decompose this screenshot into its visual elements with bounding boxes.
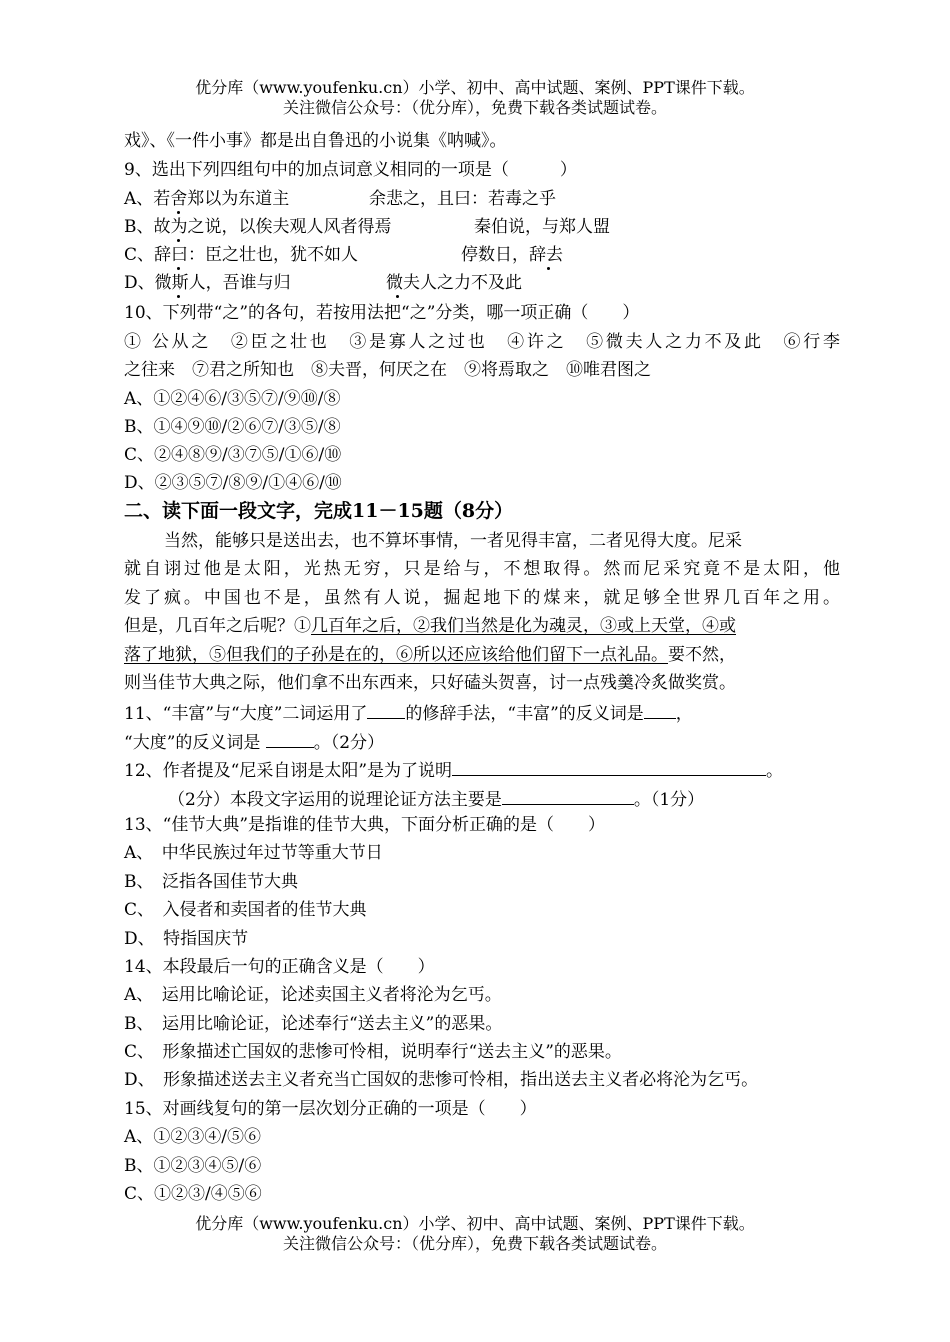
q11-line-1 xyxy=(124,700,840,725)
passage-underlined-end: 落了地狱，⑤但我们的子孙是在的，⑥所以还应该给他们留下一点礼品。 xyxy=(124,645,668,665)
q12-text-a: 12、作者提及“尼采自诩是太阳”是为了说明 xyxy=(124,761,453,781)
q13-option-d: D、 特指国庆节 xyxy=(124,929,249,949)
passage-line-5 xyxy=(124,644,840,666)
q12-line-1 xyxy=(124,757,840,782)
q15-option-b: B、①②③④⑤/⑥ xyxy=(124,1156,262,1176)
passage-line-4 xyxy=(124,615,840,637)
q10-items-line-2: 之往来 ⑦君之所知也 ⑧夫晋，何厌之在 ⑨将焉取之 ⑩唯君图之 xyxy=(124,360,651,380)
passage-line-5-plain: 要不然， xyxy=(668,645,736,665)
q11-line-2 xyxy=(124,729,834,754)
q12-blank-2[interactable] xyxy=(502,786,634,805)
emphasis-dot xyxy=(177,211,180,214)
q11-text-a: 11、“丰富”与“大度”二词运用了 xyxy=(124,704,368,724)
q9-option-b xyxy=(124,216,834,238)
q9-option-c xyxy=(124,244,834,266)
emphasis-dot xyxy=(396,295,399,298)
q14-stem: 14、本段最后一句的正确含义是（ ） xyxy=(124,957,435,977)
q10-option-c: C、②④⑧⑨/③⑦⑤/①⑥/⑩ xyxy=(124,445,342,465)
q12-text-c: （2分）本段文字运用的说理论证方法主要是 xyxy=(168,790,502,810)
q12-text-b: 。 xyxy=(766,761,784,781)
q9-option-d xyxy=(124,272,834,294)
q10-stem: 10、下列带“之”的各句，若按用法把“之”分类，哪一项正确（ ） xyxy=(124,303,640,323)
q9-a-part2: 余悲之，且曰：若毒之乎 xyxy=(369,189,556,209)
passage-line-1: 当然，能够只是送出去，也不算坏事情，一者见得丰富，二者见得大度。尼采 xyxy=(164,531,742,551)
emphasis-dot xyxy=(177,239,180,242)
footer-line-1: 优分库（www.youfenku.cn）小学、初中、高中试题、案例、PPT课件下载。 xyxy=(195,1214,755,1233)
header-line-1: 优分库（www.youfenku.cn）小学、初中、高中试题、案例、PPT课件下载。 xyxy=(195,78,755,97)
q14-option-c: C、 形象描述亡国奴的悲惨可怜相，说明奉行“送去主义”的恶果。 xyxy=(124,1042,622,1062)
q11-blank-1[interactable] xyxy=(367,700,405,719)
emphasis-dot xyxy=(177,267,180,270)
q13-option-b: B、 泛指各国佳节大典 xyxy=(124,872,298,892)
q11-text-b: 的修辞手法，“丰富”的反义词是 xyxy=(405,704,644,724)
header-line-2: 关注微信公众号：（优分库），免费下载各类试题试卷。 xyxy=(282,98,667,117)
q9-c-part1: C、辞曰：臣之壮也，犹不如人 xyxy=(124,245,359,265)
q15-stem: 15、对画线复句的第一层次划分正确的一项是（ ） xyxy=(124,1099,537,1119)
q9-a-part1: A、若舍郑以为东道主 xyxy=(124,189,290,209)
q14-option-a: A、 运用比喻论证，论述卖国主义者将沦为乞丐。 xyxy=(124,985,502,1005)
q9-c-part2: 停数日，辞去 xyxy=(461,245,563,265)
q11-blank-3[interactable] xyxy=(266,729,314,748)
q13-option-c: C、 入侵者和卖国者的佳节大典 xyxy=(124,900,367,920)
q11-text-c: ， xyxy=(675,704,693,724)
q14-option-b: B、 运用比喻论证，论述奉行“送去主义”的恶果。 xyxy=(124,1014,503,1034)
q11-blank-2[interactable] xyxy=(644,700,676,719)
q10-option-a: A、①②④⑥/③⑤⑦/⑨⑩/⑧ xyxy=(124,389,341,409)
q9-b-part2: 秦伯说，与郑人盟 xyxy=(474,217,610,237)
q10-option-b: B、①④⑨⑩/②⑥⑦/③⑤/⑧ xyxy=(124,417,341,437)
q11-text-d: “大度”的反义词是 xyxy=(124,733,266,753)
q12-blank-1[interactable] xyxy=(452,757,766,776)
passage-underlined-start: 几百年之后，②我们当然是化为魂灵，③或上天堂，④或 xyxy=(311,616,736,636)
q13-stem: 13、“佳节大典”是指谁的佳节大典，下面分析正确的是（ ） xyxy=(124,815,606,835)
section-2-heading: 二、读下面一段文字，完成11－15题（8分） xyxy=(124,500,514,522)
q14-option-d: D、 形象描述送去主义者充当亡国奴的悲惨可怜相，指出送去主义者必将沦为乞丐。 xyxy=(124,1070,759,1090)
q15-option-a: A、①②③④/⑤⑥ xyxy=(124,1127,262,1147)
q10-option-d: D、②③⑤⑦/⑧⑨/①④⑥/⑩ xyxy=(124,473,342,493)
q12-text-d: 。（1分） xyxy=(633,790,705,810)
q9-d-part1: D、微斯人，吾谁与归 xyxy=(124,273,291,293)
passage-line-2: 就自诩过他是太阳，光热无穷，只是给与，不想取得。然而尼采究竟不是太阳，他 xyxy=(124,559,840,579)
q12-line-2 xyxy=(168,786,828,811)
emphasis-dot xyxy=(547,267,550,270)
footer-line-2: 关注微信公众号：（优分库），免费下载各类试题试卷。 xyxy=(282,1234,667,1253)
q10-items-line-1: ① 公从之 ②臣之壮也 ③是寡人之过也 ④许之 ⑤微夫人之力不及此 ⑥行李 xyxy=(124,332,840,352)
carry-over-text: 戏》、《一件小事》都是出自鲁迅的小说集《呐喊》。 xyxy=(124,131,507,151)
q9-d-part2: 微夫人之力不及此 xyxy=(386,273,522,293)
q9-stem: 9、选出下列四组句中的加点词意义相同的一项是（ ） xyxy=(124,160,577,180)
q11-text-e: 。（2分） xyxy=(313,733,385,753)
q9-option-a xyxy=(124,188,834,210)
q13-option-a: A、 中华民族过年过节等重大节日 xyxy=(124,843,383,863)
passage-line-3: 发了疯。中国也不是，虽然有人说，掘起地下的煤来，就足够全世界几百年之用。 xyxy=(124,588,840,608)
passage-line-6: 则当佳节大典之际，他们拿不出东西来，只好磕头贺喜，讨一点残羹冷炙做奖赏。 xyxy=(124,673,736,693)
passage-line-4-plain: 但是，几百年之后呢？① xyxy=(124,616,311,636)
q15-option-c: C、①②③/④⑤⑥ xyxy=(124,1184,262,1204)
q9-b-part1: B、故为之说，以俟夫观人风者得焉 xyxy=(124,217,392,237)
emphasis-dot xyxy=(177,295,180,298)
